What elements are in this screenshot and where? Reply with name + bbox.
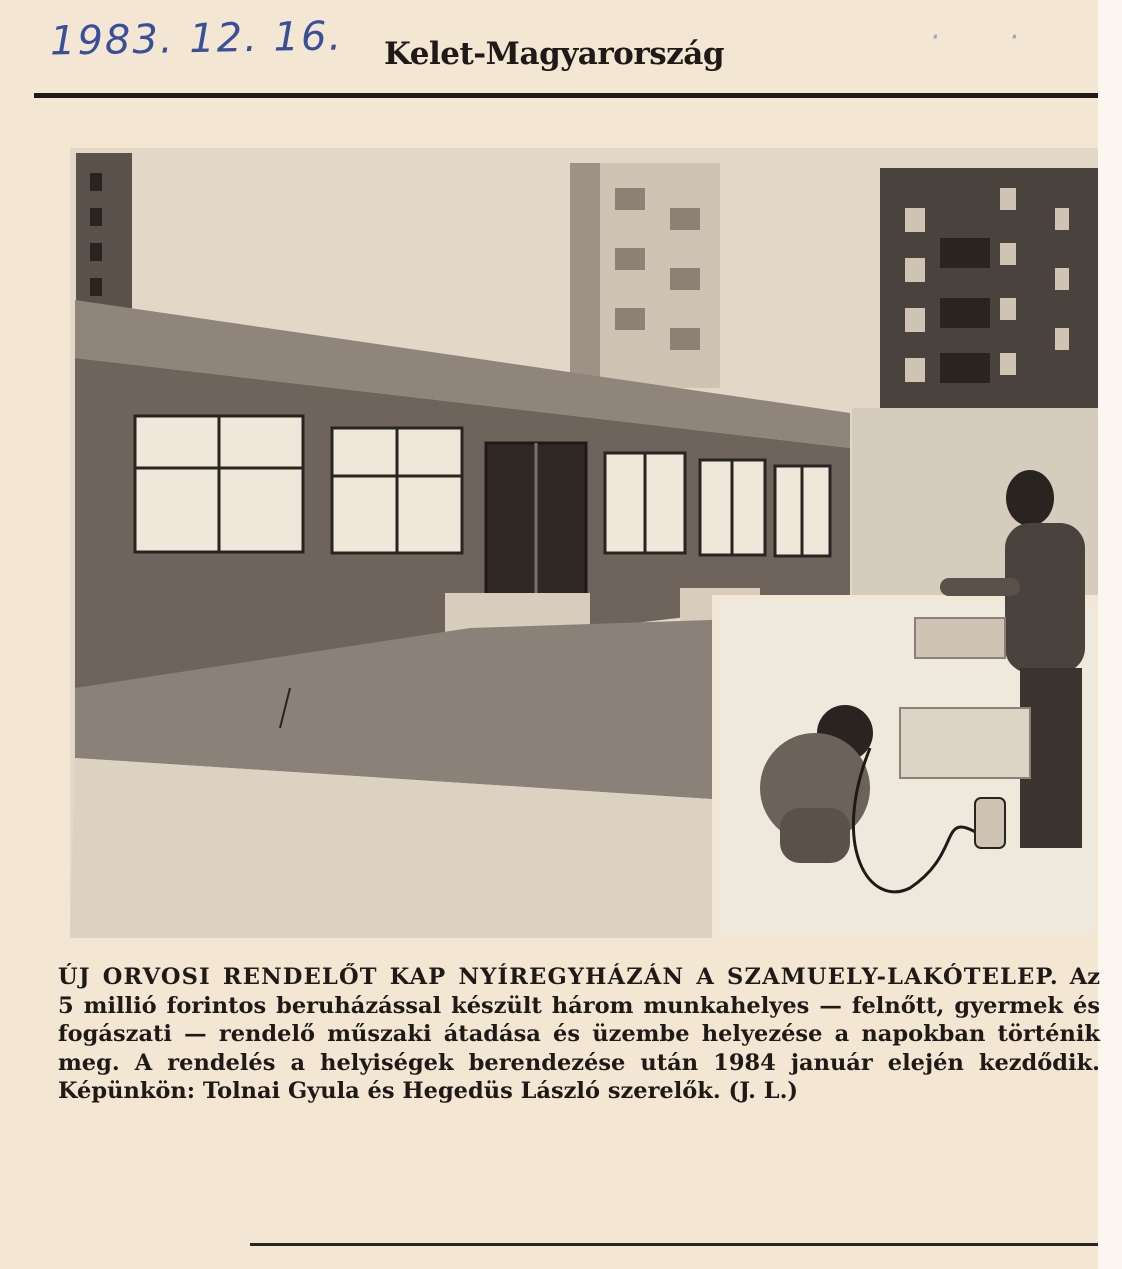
masthead-rule <box>34 93 1098 98</box>
bottom-rule <box>250 1243 1098 1246</box>
caption-body: Az 5 millió forintos beruházással készült három munkahelyes — felnőtt, gyermek és fogászati — rendelő műszaki átadása és üzembe helyezése a napokban történik meg. A rendelés a helyiségek berendezése után 1984 január elején kezdődik. Képünkön: Tolnai Gyula és Hegedüs László szerelők. (J. L.) <box>58 964 1100 1104</box>
left-tower <box>76 153 132 313</box>
newspaper-masthead: Kelet-Magyarország <box>384 36 725 72</box>
handwritten-date: 1983. 12. 16. <box>49 13 344 65</box>
scan-margin <box>1098 0 1122 1269</box>
press-photo <box>70 148 1098 938</box>
photo-caption <box>58 963 1100 1106</box>
caption-headline: ÚJ ORVOSI RENDELŐT KAP NYÍREGYHÁZÁN A SZAMUELY-LAKÓTELEP. <box>58 964 1059 990</box>
handwritten-note: · · <box>930 20 1049 55</box>
